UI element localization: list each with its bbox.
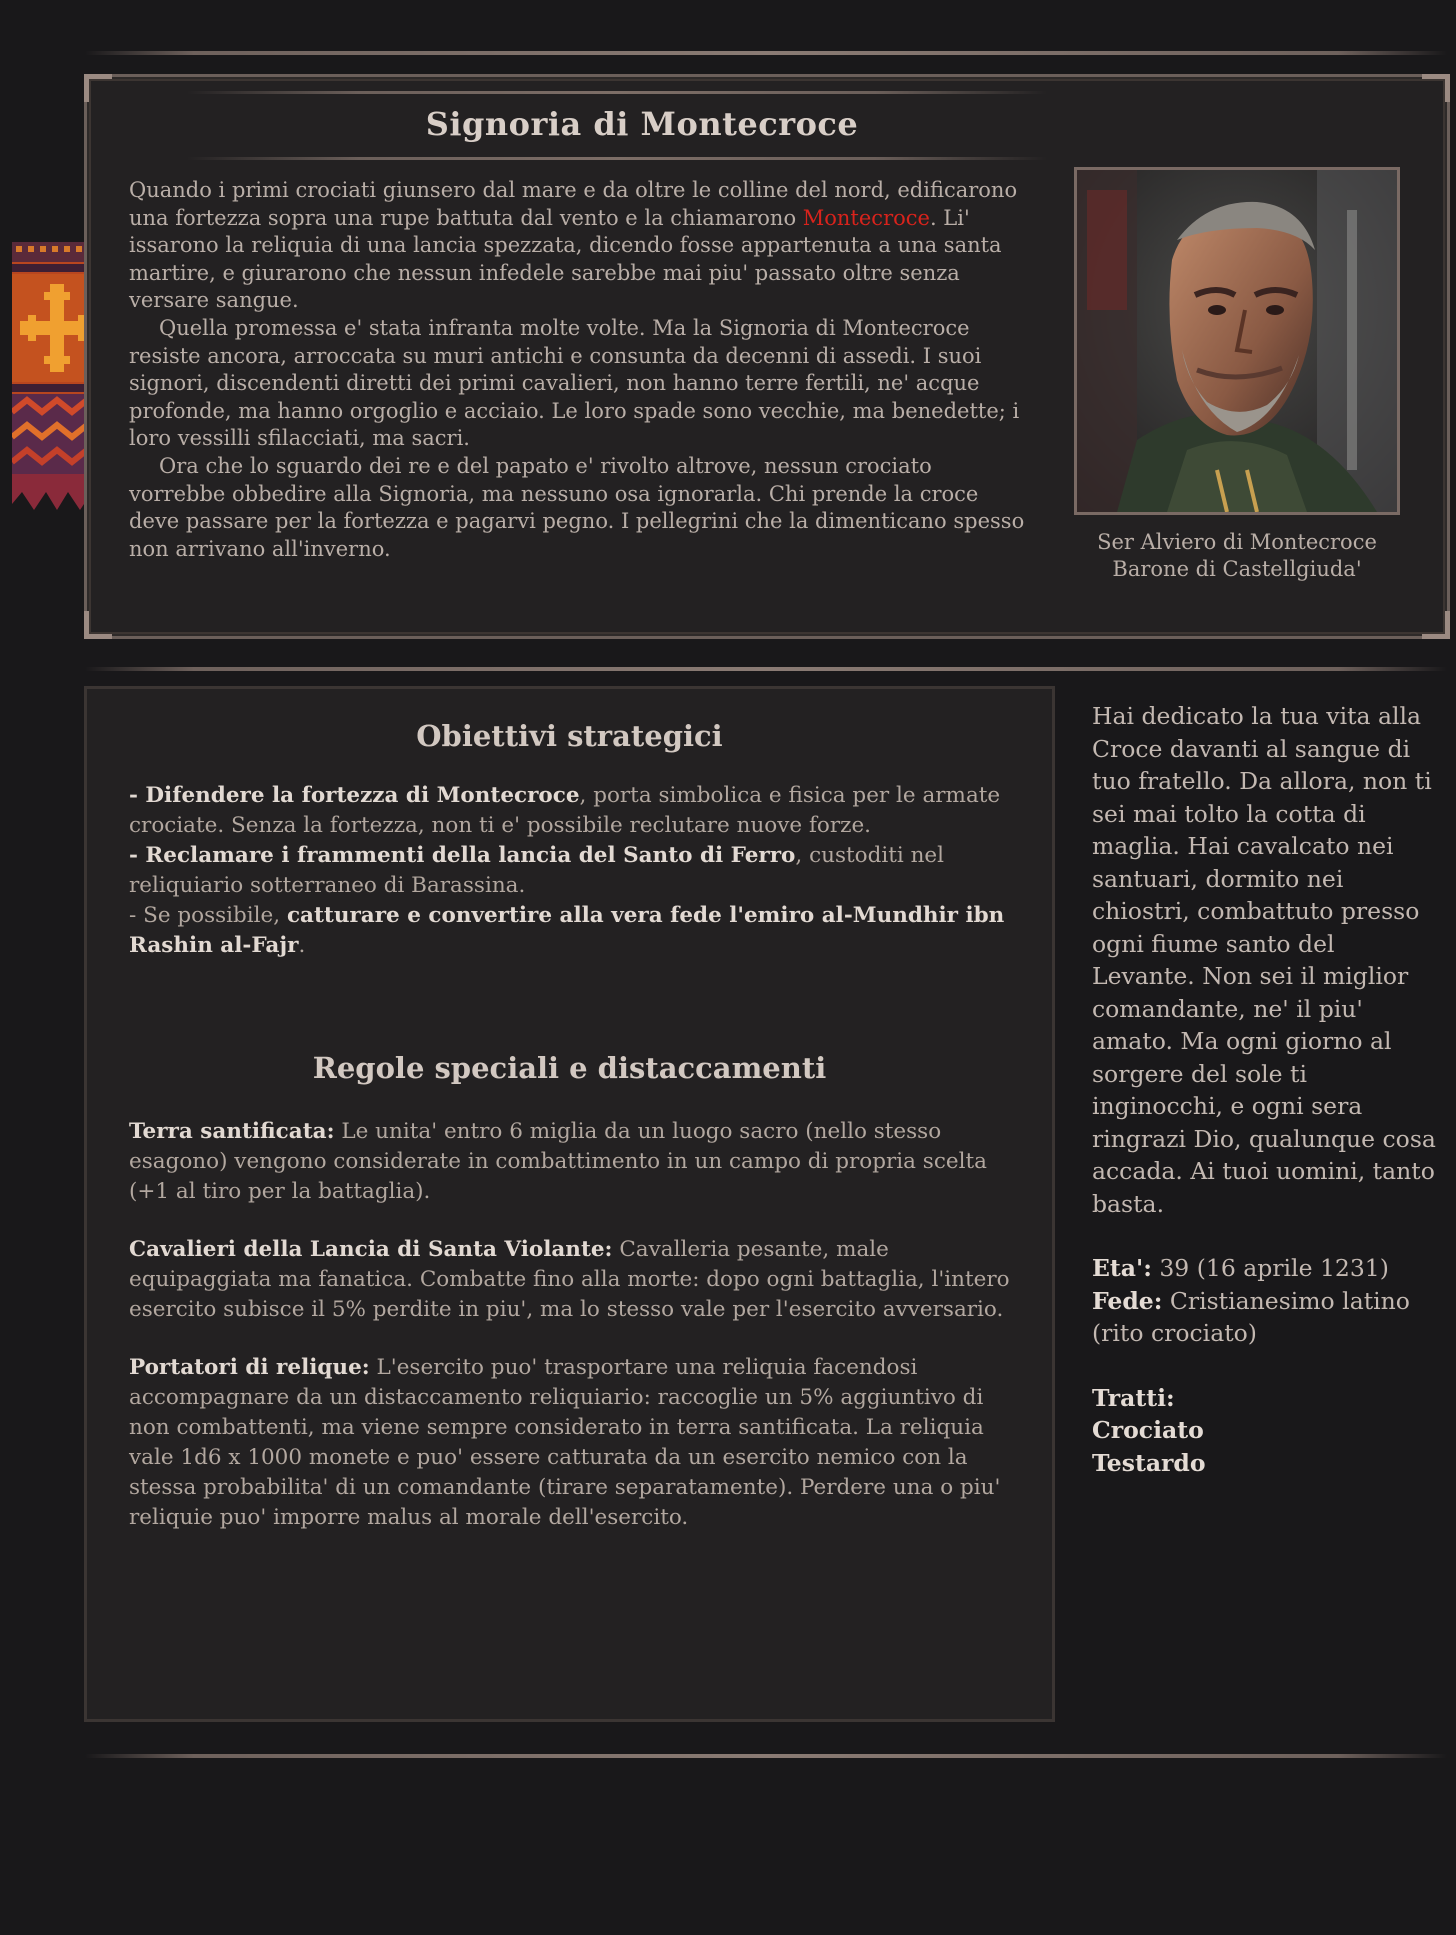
faith-label: Fede:	[1092, 1286, 1163, 1315]
lore-paragraph: Quella promessa e' stata infranta molte volte. Ma la Signoria di Montecroce resiste ancora, arroccata su muri antichi e consunta da decenni di assedi. I suoi signori, discendenti diretti dei primi cavalieri, non hanno terre fertili, ne' acque profonde, ma hanno orgoglio e acciaio. Le loro spade sono vecchie, ma benedette; i loro vessilli sfilacciati, ma sacri.	[129, 315, 1020, 451]
character-stats	[1092, 1252, 1442, 1350]
portrait-caption	[1047, 529, 1427, 583]
faith-value: Cristianesimo latino (rito crociato)	[1092, 1286, 1410, 1347]
lore-paragraph: Ora che lo sguardo dei re e del papato e' rivolto altrove, nessun crociato vorrebbe obbedire alla Signoria, ma nessuno osa ignorarla. Chi prende la croce deve passare per la fortezza e pagarvi pegno. I pellegrini che la dimenticano spesso non arrivano all'inverno.	[129, 453, 1025, 561]
objective-item: - Se possibile, catturare e convertire alla vera fede l'emiro al-Mundhir ibn Rashin al-Fajr.	[129, 903, 1005, 958]
panel-corner	[1422, 74, 1450, 102]
objective-item: - Difendere la fortezza di Montecroce, porta simbolica e fisica per le armate crociate. Senza la fortezza, non ti e' possibile reclutare nuove forze.	[129, 783, 1001, 838]
panel-corner	[84, 74, 112, 102]
lore-paragraph: Quando i primi crociati giunsero dal mare e da oltre le colline del nord, edificarono una fortezza sopra una rupe battuta dal vento e la chiamarono Montecroce. Li' issarono la reliquia di una lancia spezzata, dicendo fosse appartenuta a una santa martire, e giurarono che nessun infedele sarebbe mai piu' passato oltre senza versare sangue.	[129, 178, 1018, 313]
objectives-list	[129, 781, 1019, 961]
faction-title: Signoria di Montecroce	[425, 105, 859, 143]
character-name: Ser Alviero di Montecroce	[1097, 530, 1377, 554]
panel-corner	[84, 611, 112, 639]
objective-item: - Reclamare i frammenti della lancia del Santo di Ferro, custoditi nel reliquiario sotterraneo di Barassina.	[129, 843, 945, 898]
top-divider	[85, 51, 1447, 55]
title-divider	[187, 91, 1047, 94]
faction-link[interactable]: Montecroce	[802, 205, 930, 230]
character-traits	[1092, 1382, 1442, 1480]
rule-item: Cavalieri della Lancia di Santa Violante: Cavalleria pesante, male equipaggiata ma fanatica. Combatte fino alla morte: dopo ogni battaglia, l'intero esercito subisce il 5% perdite in piu', ma lo stesso vale per l'esercito avversario.	[129, 1237, 1010, 1322]
character-title: Barone di Castellgiuda'	[1112, 557, 1362, 581]
character-portrait[interactable]	[1074, 167, 1400, 515]
rules-list	[129, 1117, 1019, 1561]
rule-item: Terra santificata: Le unita' entro 6 miglia da un luogo sacro (nello stesso esagono) vengono considerate in combattimento in un campo di propria scelta (+1 al tiro per la battaglia).	[129, 1119, 987, 1204]
title-divider	[187, 157, 1047, 160]
rules-title: Regole speciali e distaccamenti	[312, 1051, 827, 1085]
trait-item[interactable]: Crociato	[1092, 1416, 1204, 1444]
intro-panel	[84, 74, 1450, 639]
objectives-panel	[84, 686, 1055, 1722]
portrait-image	[1077, 170, 1397, 512]
objectives-title: Obiettivi strategici	[416, 719, 723, 753]
age-value: 39 (16 aprile 1231)	[1151, 1254, 1389, 1282]
rule-item: Portatori di relique: L'esercito puo' trasportare una reliquia facendosi accompagnare da un distaccamento reliquiario: raccoglie un 5% aggiuntivo di non combattenti, ma viene sempre considerato in terra santificata. La reliquia vale 1d6 x 1000 monete e puo' essere catturata da un esercito nemico con la stessa probabilita' di un comandante (tirare separatamente). Perdere una o piu' reliquie puo' imporre malus al morale dell'esercito.	[129, 1355, 1001, 1530]
age-label: Eta':	[1092, 1254, 1152, 1282]
character-bio: Hai dedicato la tua vita alla Croce davanti al sangue di tuo fratello. Da allora, non ti sei mai tolto la cotta di maglia. Hai cavalcato nei santuari, dormito nei chiostri, combattuto presso ogni fiume santo del Levante. Non sei il miglior comandante, ne' il piu' amato. Ma ogni giorno al sorgere del sole ti inginocchi, e ogni sera ringrazi Dio, qualunque cosa accada. Ai tuoi uomini, tanto basta.	[1092, 702, 1436, 1218]
character-info	[1092, 700, 1442, 1511]
bottom-divider	[85, 1754, 1447, 1758]
traits-label: Tratti:	[1092, 1383, 1175, 1412]
trait-item[interactable]: Testardo	[1092, 1448, 1206, 1477]
middle-divider	[85, 667, 1447, 671]
faction-lore	[129, 177, 1029, 563]
panel-corner	[1422, 611, 1450, 639]
